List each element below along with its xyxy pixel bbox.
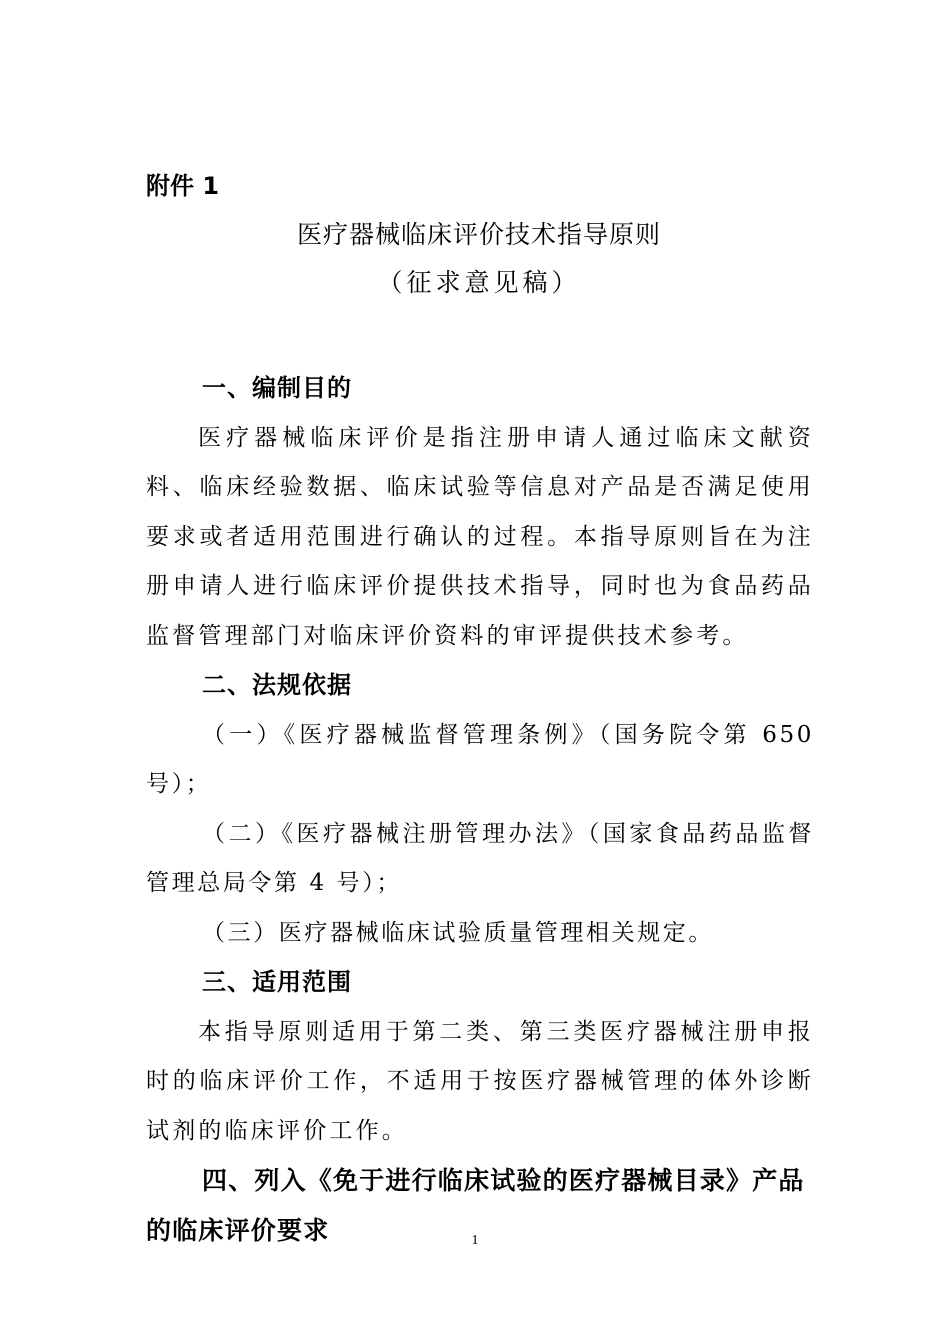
section-paragraph-purpose: 医疗器械临床评价是指注册申请人通过临床文献资料、临床经验数据、临床试验等信息对产品是否满足使用要求或者适用范围进行确认的过程。本指导原则旨在为注册申请人进行临床评价提供技术指导，同时也为食品药品监督管理部门对临床评价资料的审评提供技术参考。 <box>146 424 814 649</box>
section-heading-scope: 三、适用范围 <box>202 968 352 996</box>
section-heading-legal-basis: 二、法规依据 <box>202 671 352 699</box>
document-body <box>146 364 814 1255</box>
legal-basis-item-2: （二）《医疗器械注册管理办法》（国家食品药品监督管理总局令第 4 号）； <box>146 820 814 896</box>
legal-basis-item-1: （一）《医疗器械监督管理条例》（国务院令第 650 号）； <box>146 721 814 797</box>
attachment-label: 附件 1 <box>146 172 220 200</box>
section-heading-exempt-catalog: 四、列入《免于进行临床试验的医疗器械目录》产品的临床评价要求 <box>146 1166 805 1245</box>
document-title: 医疗器械临床评价技术指导原则 <box>296 220 661 249</box>
document-subtitle: （征求意见稿） <box>377 268 581 297</box>
page-number: 1 <box>471 1233 479 1248</box>
legal-basis-item-3: （三）医疗器械临床试验质量管理相关规定。 <box>202 919 714 946</box>
section-paragraph-scope: 本指导原则适用于第二类、第三类医疗器械注册申报时的临床评价工作，不适用于按医疗器械管理的体外诊断试剂的临床评价工作。 <box>146 1018 814 1144</box>
section-heading-purpose: 一、编制目的 <box>202 374 352 402</box>
